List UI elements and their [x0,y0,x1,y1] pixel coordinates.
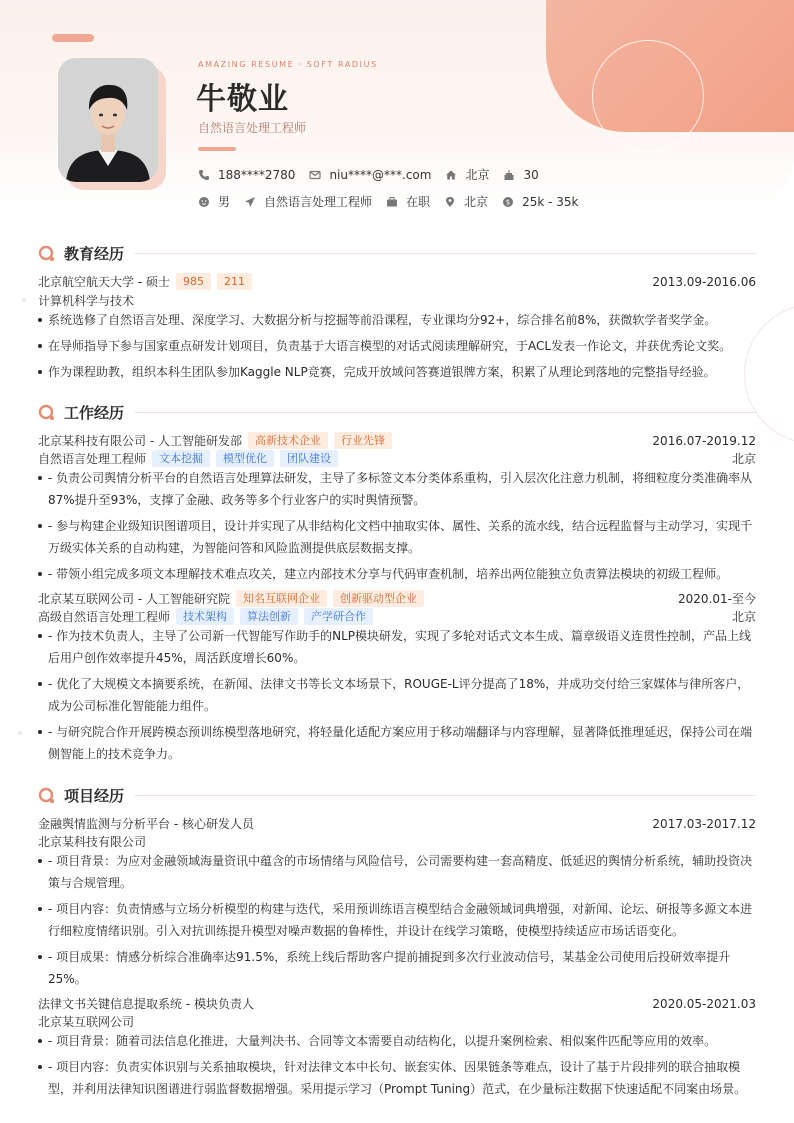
target-role-item [244,193,372,210]
project-date: 2020.05-2021.03 [652,996,756,1011]
gender-text: 男 [218,195,231,209]
status-item [386,193,430,210]
role-tag: 产学研合作 [304,608,373,625]
email-item [309,168,431,182]
job-role: 高级自然语言处理工程师 [38,610,171,624]
job-bullet: - 带领小组完成多项文本理解技术难点攻关，建立内部技术分享与代码审查机制，培养出两位能独立负责算法模块的初级工程师。 [38,563,756,585]
school-tag: 985 [176,273,211,290]
candidate-name: 牛敬业 [196,82,289,117]
section-divider [134,253,756,254]
job-company: 北京某互联网公司 - 人工智能研究院 [38,592,230,606]
location-icon [444,196,456,208]
job-bullet: - 参与构建企业级知识图谱项目，设计并实现了从非结构化文档中抽取实体、属性、关系的流水线，结合远程监督与主动学习，实现千万级实体关系的自动构建，为智能问答和风险监测提供底层数据支撑。 [38,515,756,559]
header-decor-ring [592,40,704,152]
education-school-row [38,273,756,290]
cake-icon [503,169,515,181]
section-marker-icon [38,787,56,805]
location-text: 北京 [464,195,489,209]
work-title: 工作经历 [64,404,125,422]
briefcase-icon [386,196,398,208]
company-tag: 高新技术企业 [248,432,328,449]
education-title: 教育经历 [64,245,125,263]
phone-text: 188****2780 [218,167,296,182]
education-section-title [38,243,756,264]
company-tag: 知名互联网企业 [236,590,327,607]
school-name: 北京航空航天大学 - 硕士 [38,275,170,289]
job-bullet: - 与研究院合作开展跨模态预训练模型落地研究，将轻量化适配方案应用于移动端翻译与内容理解，显著降低推理延迟，保持公司在端侧智能上的技术竞争力。 [38,721,756,765]
role-tag: 模型优化 [216,450,274,467]
job-company: 北京某科技有限公司 - 人工智能研发部 [38,434,242,448]
section-divider [134,795,756,796]
age-item [503,168,538,182]
role-tag: 算法创新 [240,608,298,625]
education-bullet: 作为课程助教，组织本科生团队参加Kaggle NLP竞赛，完成开放域问答赛道银牌方案，积累了从理论到落地的完整指导经验。 [38,361,756,383]
job-bullet: - 负责公司舆情分析平台的自然语言处理算法研发，主导了多标签文本分类体系重构，引入层次化注意力机制，将细粒度分类准确率从87%提升至93%，支撑了金融、政务等多个行业客户的实时舆情预警。 [38,467,756,511]
job-bullet: - 作为技术负责人，主导了公司新一代智能写作助手的NLP模块研发，实现了多轮对话式文本生成、篇章级语义连贯性控制，产品上线后用户创作效率提升45%，周活跃度增长60%。 [38,625,756,669]
side-decor-dot [18,731,22,735]
company-tag: 行业先锋 [334,432,392,449]
job-city: 北京 [731,610,756,624]
job-role: 自然语言处理工程师 [38,452,147,466]
projects-title: 项目经历 [64,787,125,805]
gender-icon [198,196,210,208]
project-org: 北京某科技有限公司 [38,835,147,849]
project-org-row [38,1013,756,1030]
project-name: 法律文书关键信息提取系统 - 模块负责人 [38,997,254,1011]
home-item [445,166,489,183]
job-date: 2016.07-2019.12 [652,433,756,448]
age-text: 30 [523,167,539,182]
work-section-title [38,402,756,423]
job-company-row [38,590,756,607]
title-underline [198,147,236,151]
profile-row [198,193,592,210]
project-name-row [38,995,756,1012]
company-tag: 创新驱动型企业 [333,590,424,607]
location-item [444,193,488,210]
education-bullet: 在导师指导下参与国家重点研发计划项目，负责基于大语言模型的对话式阅读理解研究，于ACL发表一作论文，并获优秀论文奖。 [38,335,756,357]
resume-tagline: AMAZING RESUME · SOFT RADIUS [198,60,378,69]
project-bullet: - 项目背景：随着司法信息化推进，大量判决书、合同等文本需要自动结构化，以提升案例检索、相似案件匹配等应用的效率。 [38,1030,756,1052]
avatar [58,58,158,182]
salary-item [502,195,578,209]
education-bullet: 系统选修了自然语言处理、深度学习、大数据分析与挖掘等前沿课程，专业课均分92+，综合排名前8%，获微软学者奖学金。 [38,309,756,331]
home-city-text: 北京 [465,168,490,182]
projects-section-title [38,785,756,806]
job-bullet: - 优化了大规模文本摘要系统，在新闻、法律文书等长文本场景下，ROUGE-L评分提高了18%，并成功交付给三家媒体与律所客户，成为公司标准化智能能力组件。 [38,673,756,717]
job-role-row [38,608,756,625]
project-name: 金融舆情监测与分析平台 - 核心研发人员 [38,817,254,831]
project-bullet: - 项目背景：为应对金融领域海量资讯中蕴含的市场情绪与风险信号，公司需要构建一套高精度、低延迟的舆情分析系统，辅助投资决策与合规管理。 [38,850,756,894]
status-text: 在职 [406,195,431,209]
project-name-row [38,815,756,832]
role-tag: 技术架构 [176,608,234,625]
education-major-row [38,292,756,309]
project-org-row [38,833,756,850]
project-date: 2017.03-2017.12 [652,816,756,831]
salary-text: 25k - 35k [522,194,579,209]
section-divider [134,412,756,413]
job-city: 北京 [731,452,756,466]
project-bullet: - 项目内容：负责实体识别与关系抽取模块，针对法律文本中长句、嵌套实体、因果链条等难点，设计了基于片段排列的联合抽取模型，并利用法律知识图谱进行弱监督数据增强。采用提示学习（Prompt Tuning）范式，在少量标注数据下快速适配不同案由场景。 [38,1056,756,1100]
header-decor-pill [52,34,94,42]
email-text: niu****@***.com [329,167,432,182]
target-role-text: 自然语言处理工程师 [264,195,373,209]
money-icon [502,196,514,208]
project-bullet: - 项目内容：负责情感与立场分析模型的构建与迭代，采用预训练语言模型结合金融领域词典增强，对新闻、论坛、研报等多源文本进行细粒度情绪识别。引入对抗训练提升模型对噪声数据的鲁棒性，并设计在线学习策略，使模型持续适应市场话语变化。 [38,898,756,942]
role-tag: 文本挖掘 [152,450,210,467]
gender-item [198,193,230,210]
phone-item [198,168,295,182]
job-role-row [38,450,756,467]
candidate-title: 自然语言处理工程师 [198,121,307,135]
phone-icon [198,169,210,181]
section-marker-icon [38,404,56,422]
role-tag: 团队建设 [280,450,338,467]
job-company-row [38,432,756,449]
svg-text:$: $ [505,198,511,207]
side-decor-dot [22,298,26,302]
job-date: 2020.01-至今 [678,592,756,606]
section-marker-icon [38,245,56,263]
major-name: 计算机科学与技术 [38,294,135,308]
home-icon [445,169,457,181]
mail-icon [309,169,321,181]
contact-row [198,166,553,183]
school-tag: 211 [217,273,252,290]
education-date: 2013.09-2016.06 [652,274,756,289]
project-org: 北京某互联网公司 [38,1015,135,1029]
project-bullet: - 项目成果：情感分析综合准确率达91.5%，系统上线后帮助客户提前捕捉到多次行业波动信号，某基金公司使用后投研效率提升25%。 [38,946,756,990]
send-icon [244,196,256,208]
avatar-person-icon [58,58,158,182]
